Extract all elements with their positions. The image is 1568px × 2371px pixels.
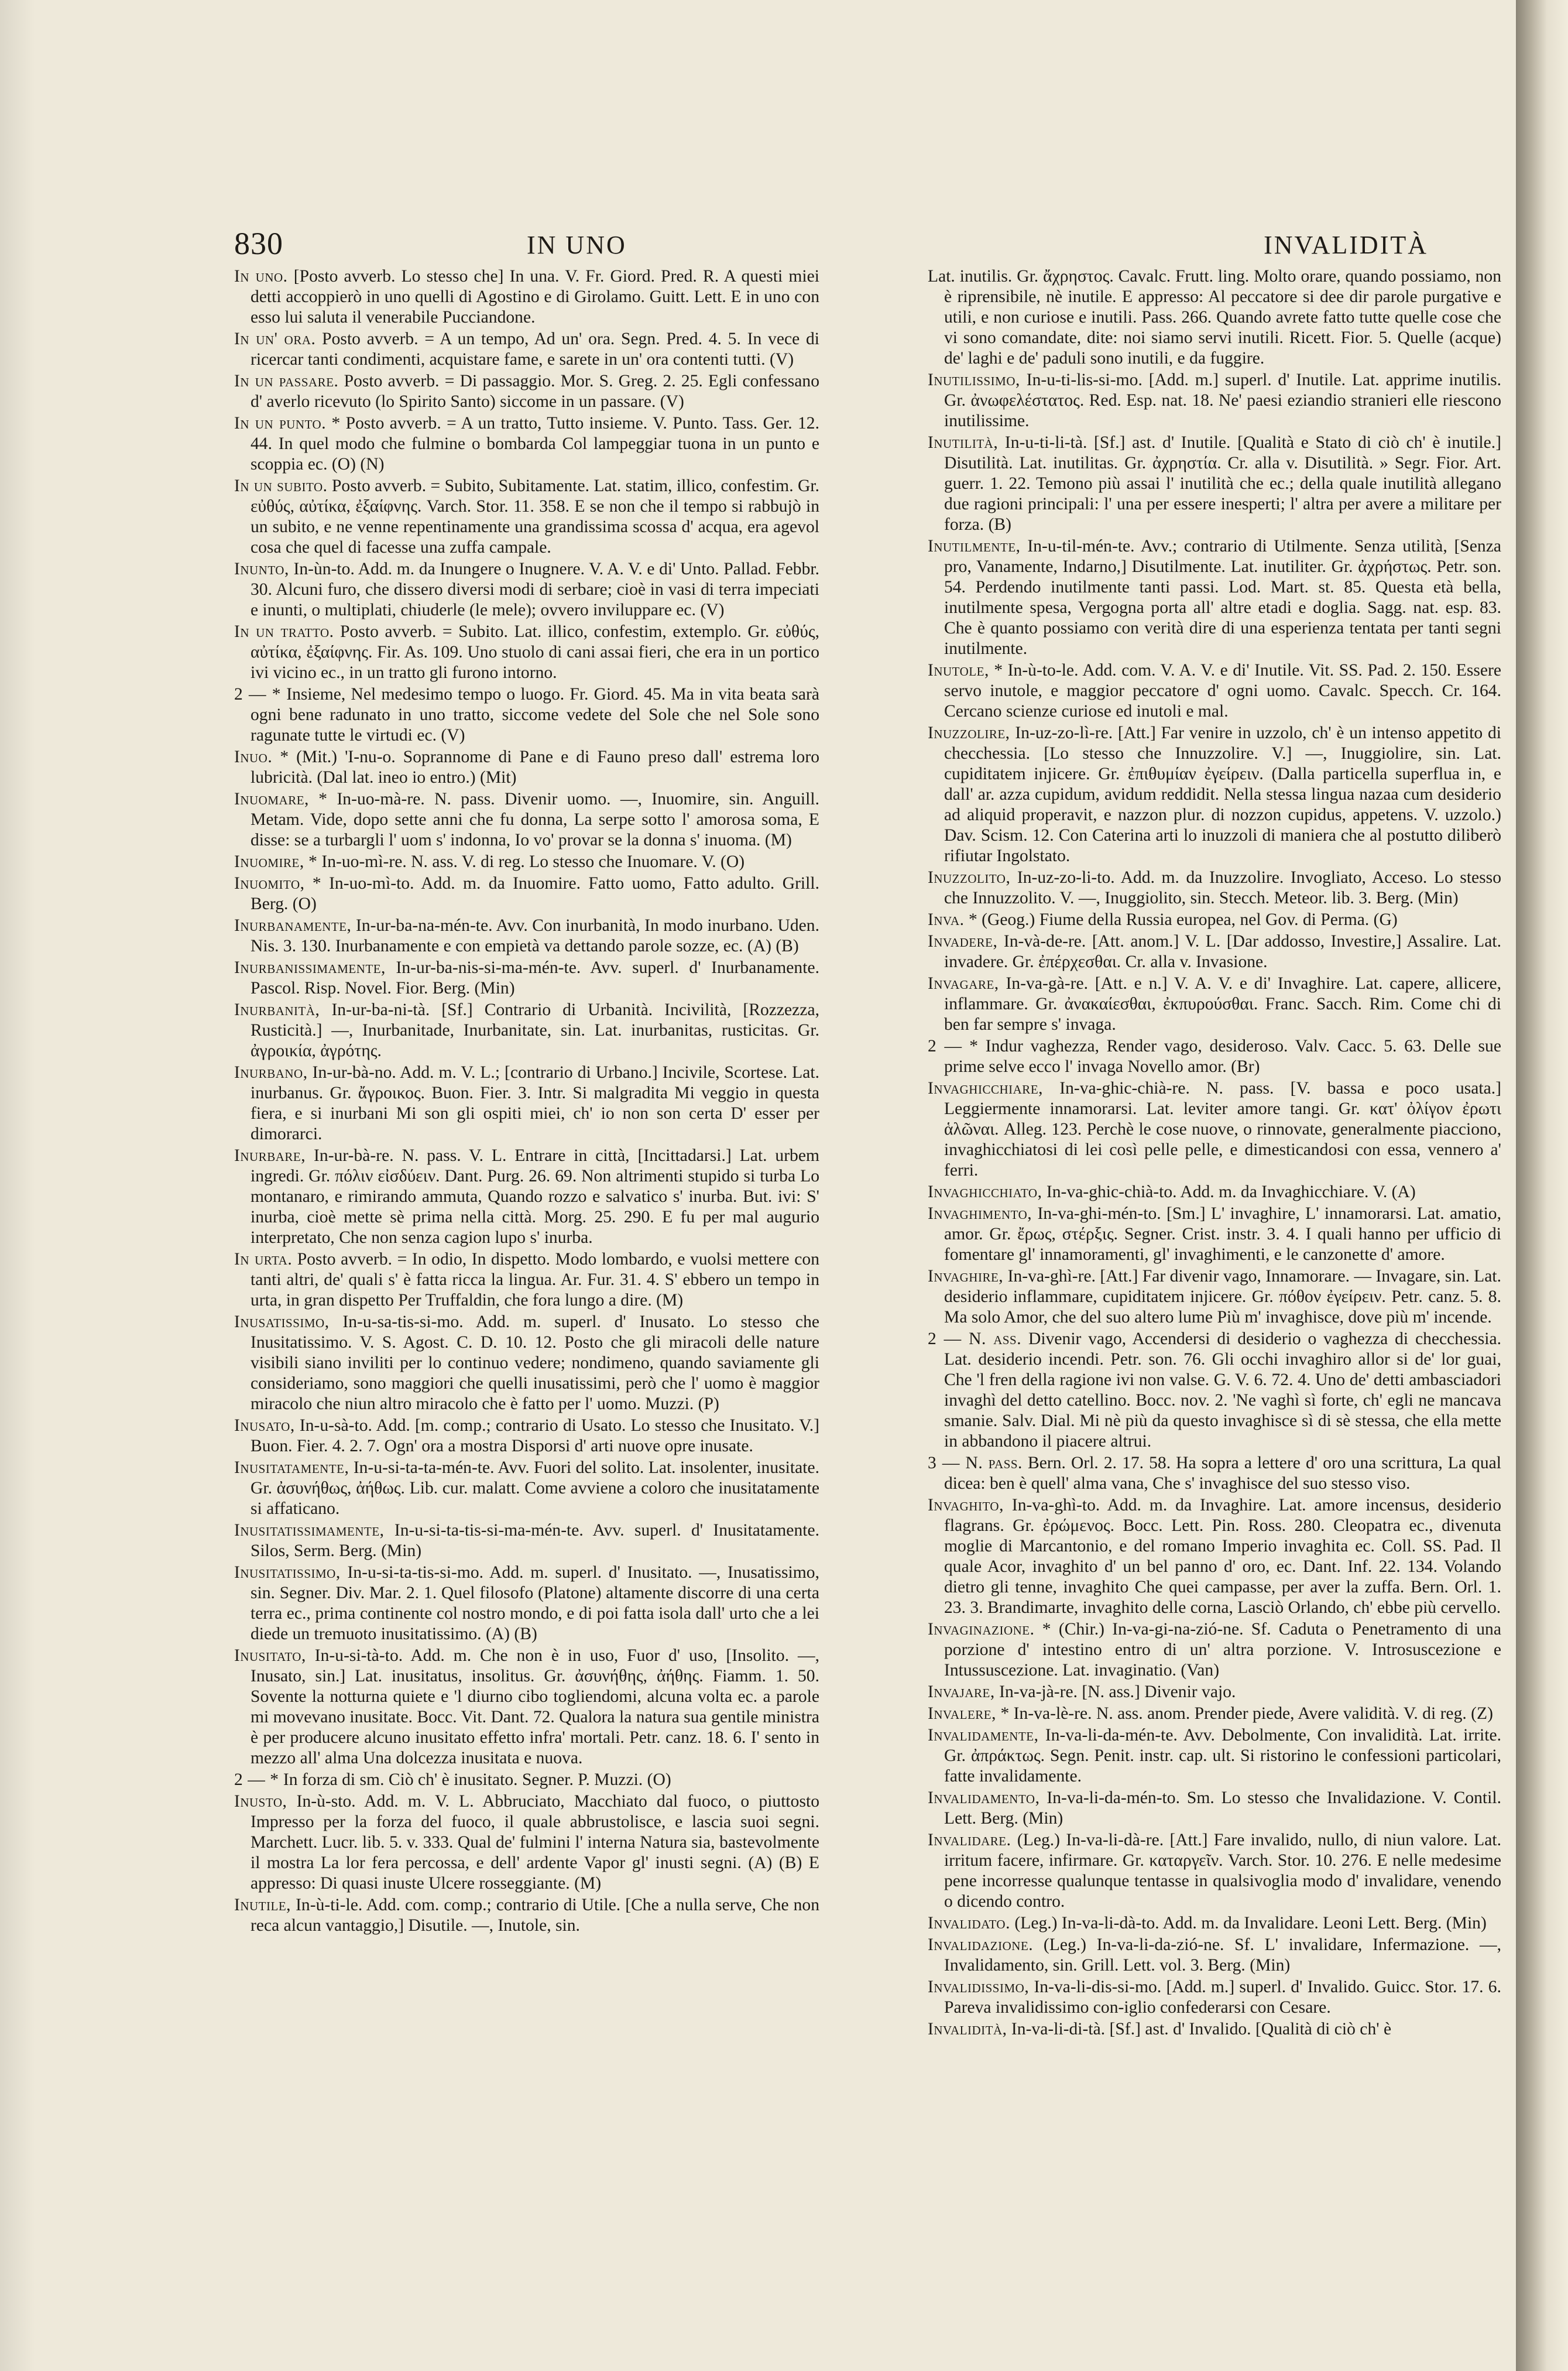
- dictionary-entry: [928, 1977, 1501, 2018]
- page-number: 830: [234, 226, 283, 261]
- entry-text: In-u-ti-li-tà. [Sf.] ast. d' Inutile. [Qualità e Stato di ciò ch' è inutile.] Disutilità. Lat. inutilitas. Gr. ἀχρηστία. Cr. alla v. Disutilità. » Segr. Fior. Art. guerr. 1. 22. Temono più assai l' inutilità che ec.; della quale inutilità allegano due ragioni principali: l' una per essere inesperti; l' altra per avere a militare per forza. (B): [944, 433, 1502, 534]
- entry-headword: Inurbano,: [234, 1063, 308, 1082]
- dictionary-entry: [928, 1266, 1501, 1328]
- next-page-edge: [1516, 0, 1568, 2371]
- entry-text: [Posto avverb. Lo stesso che] In una. V. Fr. Giord. Pred. R. A questi miei detti accoppierò in uno quelli di Agostino e di Girolamo. Guitt. Lett. E in uno con esso lui saluta il venerabile Pucciandone.: [251, 267, 819, 327]
- entry-headword: Invaghire,: [928, 1267, 1004, 1286]
- header-last-word: INVALIDITÀ: [1264, 231, 1428, 259]
- entry-text: Posto avverb. = In odio, In dispetto. Modo lombardo, e vuolsi mettere con tanti altri, de' quali s' è fatta ricca la lingua. Ar. Fur. 31. 4. S' ebbero un tempo in urta, in gran dispetto Per Truffaldin, che fora lungo a dire. (M): [251, 1250, 819, 1310]
- dictionary-entry: [928, 433, 1501, 535]
- header-first-word: IN UNO: [527, 231, 627, 259]
- entry-headword: Inutilità,: [928, 433, 999, 452]
- entry-text: In-u-ti-lis-si-mo. [Add. m.] superl. d' Inutile. Lat. apprime inutilis. Gr. ἀνωφελέστατος. Red. Esp. nat. 18. Ne' paesi eziandio stranieri elle riescono inutilissime.: [944, 371, 1501, 430]
- entry-text: In-u-si-ta-ta-mén-te. Avv. Fuori del solito. Lat. insolenter, inusitate. Gr. ἀσυνήθως, ἀήθως. Lib. cur. malatt. Come avviene a coloro che inusitatamente si affaticano.: [251, 1458, 819, 1518]
- entry-headword: Invalidare.: [928, 1831, 1011, 1849]
- entry-text: In-và-de-re. [Att. anom.] V. L. [Dar addosso, Investire,] Assalire. Lat. invadere. Gr. ἐπέρχεσθαι. Cr. alla v. Invasione.: [944, 932, 1501, 971]
- entry-text: Bern. Orl. 2. 17. 58. Ha sopra a lettere d' oro una scrittura, La qual dicea: ben è quell' alma vana, Che s' invaghisce del suo stesso viso.: [944, 1454, 1501, 1493]
- dictionary-entry: [234, 1312, 819, 1414]
- entry-headword: Inuomire,: [234, 852, 304, 871]
- entry-headword: Inutilissimo,: [928, 371, 1020, 389]
- dictionary-entry: [234, 1249, 819, 1311]
- entry-text: In-u-til-mén-te. Avv.; contrario di Utilmente. Senza utilità, [Senza pro, Vanamente, Indarno,] Disutilmente. Lat. inutiliter. Gr. ἀχρήστως. Petr. son. 54. Perdendo inutilmente tanti passi. Lod. Mart. st. 85. Questa età bella, inutilmente spesa, Vergogna porta all' altre etadi e doglia. Sagg. nat. esp. 83. Che è quanto possiamo con verità dire di una esperienza tentata per tanti segni inutilmente.: [944, 537, 1502, 658]
- entry-text: In-uz-zo-li-to. Add. m. da Inuzzolire. Invogliato, Acceso. Lo stesso che Innuzzolito. V. —, Inuggiolito, sin. Stecch. Meteor. lib. 3. Berg. (Min): [944, 868, 1502, 907]
- entry-headword: Inurbanamente,: [234, 916, 352, 935]
- dictionary-entry: [928, 1830, 1501, 1912]
- dictionary-entry: [234, 1458, 819, 1519]
- entry-text: Posto avverb. = Di passaggio. Mor. S. Greg. 2. 25. Egli confessano d' averlo ricevuto (lo Spirito Santo) siccome in un passare. (V): [251, 372, 819, 411]
- entry-text: * Posto avverb. = A un tratto, Tutto insieme. V. Punto. Tass. Ger. 12. 44. In quel modo che fulmine o bombarda Col lampeggiar tuona in un punto e scoppia ec. (O) (N): [251, 414, 819, 474]
- entry-text: * (Geog.) Fiume della Russia europea, nel Gov. di Perma. (G): [968, 910, 1398, 929]
- entry-headword: Inusitatamente,: [234, 1458, 349, 1477]
- dictionary-entry: [928, 536, 1501, 659]
- entry-text: * (Mit.) 'I-nu-o. Soprannome di Pane e di Fauno preso dall' estrema loro lubricità. (Dal lat. ineo io entro.) (Mit): [251, 748, 819, 787]
- dictionary-entry: [234, 1416, 819, 1457]
- entry-headword: Inurbanità,: [234, 1001, 320, 1019]
- entry-text: In-u-sa-tis-si-mo. Add. m. superl. d' Inusato. Lo stesso che Inusitatissimo. V. S. Agost. C. D. 10. 12. Posto che gli miracoli delle nature visibili siano inviliti per lo continuo vedere; nondimeno, quando saviamente gli consideriamo, sono maggiori che quelli inusatissimi, però che l' uomo è maggior miracolo che niun altro miracolo che è fatto per l' uomo. Muzzi. (P): [251, 1313, 820, 1413]
- entry-headword: In un tratto.: [234, 622, 334, 641]
- dictionary-entry: [928, 1182, 1501, 1202]
- entry-text: (Leg.) In-va-li-da-zió-ne. Sf. L' invalidare, Infermazione. —, Invalidamento, sin. Grill. Lett. vol. 3. Berg. (Min): [944, 1935, 1501, 1975]
- dictionary-entry: [928, 723, 1501, 866]
- entry-text: In-u-si-ta-tis-si-ma-mén-te. Avv. superl. d' Inusitatamente. Silos, Serm. Berg. (Min): [251, 1521, 819, 1560]
- dictionary-entry: [234, 622, 819, 683]
- dictionary-entry: [928, 1495, 1501, 1618]
- dictionary-entry: [234, 1063, 819, 1145]
- entry-text: * In-uo-mì-re. N. ass. V. di reg. Lo stesso che Inuomare. V. (O): [308, 852, 745, 871]
- entry-text: In-ù-sto. Add. m. V. L. Abbruciato, Macchiato dal fuoco, o piuttosto Impresso per la forza del fuoco, il quale abbrustolisce, e lascia suoi segni. Marchett. Lucr. lib. 5. v. 333. Qual de' fulmini l' interna Natura sia, bastevolmente il mostra La lor fera percossa, e dell' ardente Vapor gl' inusti segni. (A) (B) E appresso: Di quasi inuste Ulcere rosseggiante. (M): [251, 1792, 819, 1893]
- dictionary-entry: [928, 1935, 1501, 1976]
- entry-headword: In un passare.: [234, 372, 339, 390]
- entry-text: (Leg.) In-va-li-dà-re. [Att.] Fare invalido, nullo, di niun valore. Lat. irritum facere, infirmare. Gr. καταργεῖν. Varch. Stor. 10. 276. E nelle medesime pene incorresse qualunque tentasse in qualsivoglia modo d' invalidare, venendo o dicendo contro.: [944, 1831, 1502, 1911]
- entry-headword: Inuzzolito,: [928, 868, 1011, 887]
- left-column: [234, 266, 819, 1937]
- dictionary-entry: [234, 789, 819, 851]
- entry-headword: Inutile,: [234, 1896, 291, 1914]
- dictionary-entry: [234, 958, 819, 999]
- dictionary-entry: [234, 329, 819, 370]
- entry-headword: Inurbare,: [234, 1146, 306, 1165]
- dictionary-entry: [928, 1329, 1501, 1452]
- entry-text: In-u-si-tà-to. Add. m. Che non è in uso, Fuor d' uso, [Insolito. —, Inusato, sin.] Lat. inusitatus, insolitus. Gr. ἀσυνήθης, ἀήθης. Fiamm. 1. 50. Sovente la notturna quiete e 'l diurno cibo togliendomi, alcuna volta ec. a parole mi movevano inusitate. Bocc. Vit. Dant. 72. Qualora la natura sua gentile ministra è per producere alcuno inusitato effetto infra' mortali. Petr. canz. 18. 6. I' sento in mezzo all' alma Una dolcezza inusitata e nuova.: [251, 1646, 819, 1767]
- dictionary-entry: [928, 868, 1501, 909]
- dictionary-entry: [928, 1204, 1501, 1265]
- entry-headword: Invaghimento,: [928, 1204, 1032, 1223]
- entry-text: In-ur-bà-no. Add. m. V. L.; [contrario di Urbano.] Incivile, Scortese. Lat. inurbanus. Gr. ἄγροικος. Buon. Fier. 3. Intr. Si malgradita Mi veggio in questa fiera, e si inurbani Mi son gli ospiti miei, ch' io non son certa D' esser per dimorarci.: [251, 1063, 819, 1143]
- entry-headword: Inuomare,: [234, 790, 309, 808]
- dictionary-entry: [234, 266, 819, 328]
- entry-headword: In urta.: [234, 1250, 293, 1269]
- entry-text: In-va-gà-re. [Att. e n.] V. A. V. e di' Invaghire. Lat. capere, allicere, inflammare. Gr. ἀνακαίεσθαι, ἐκπυρούσθαι. Franc. Sacch. Rim. Come chi di ben far sempre s' invaga.: [944, 974, 1502, 1034]
- entry-headword: Invalere,: [928, 1704, 997, 1723]
- entry-headword: 3 — N. pass.: [928, 1454, 1023, 1472]
- entry-headword: Inusatissimo,: [234, 1313, 330, 1331]
- dictionary-entry: [234, 1146, 819, 1248]
- dictionary-entry: [234, 852, 819, 872]
- entry-headword: Invalidamento,: [928, 1788, 1040, 1807]
- dictionary-entry: [234, 873, 819, 914]
- entry-text: * In-uo-mà-re. N. pass. Divenir uomo. —, Inuomire, sin. Anguill. Metam. Vide, dopo sette anni che fu donna, La serpe sotto l' amorosa soma, E disse: se a turbargli l' uom s' indonna, Io vo' provar se la donna s' inuoma. (M): [251, 790, 819, 849]
- entry-headword: Inusitatissimamente,: [234, 1521, 385, 1540]
- entry-headword: Invajare,: [928, 1683, 995, 1701]
- entry-headword: 2 — *: [234, 1770, 279, 1789]
- entry-text: Insieme, Nel medesimo tempo o luogo. Fr. Giord. 45. Ma in vita beata sarà ogni bene radunato in uno tratto, siccome vedete del Sole che nel Sole sono ragunate tutte le virtudi ec. (V): [251, 685, 820, 745]
- entry-headword: Inusitato,: [234, 1646, 306, 1665]
- entry-headword: Inuomito,: [234, 874, 305, 893]
- dictionary-entry: [234, 1895, 819, 1936]
- entry-text: In-va-li-di-tà. [Sf.] ast. d' Invalido. [Qualità di ciò ch' è: [1011, 2020, 1392, 2038]
- dictionary-entry: [928, 1704, 1501, 1724]
- entry-headword: Inunto,: [234, 560, 289, 578]
- entry-headword: Inutilmente,: [928, 537, 1021, 556]
- dictionary-entry: [928, 910, 1501, 930]
- dictionary-entry: [928, 1682, 1501, 1702]
- entry-headword: Invaghito,: [928, 1496, 1004, 1515]
- entry-headword: Inurbanissimamente,: [234, 958, 386, 977]
- dictionary-entry: [928, 1619, 1501, 1681]
- entry-text: Lat. inutilis. Gr. ἄχρηστος. Cavalc. Frutt. ling. Molto orare, quando possiamo, non è riprensibile, nè inutile. E appresso: Al peccatore si dee dir parole purgative e utili, e non curiose e inutili. Pass. 266. Quando avrete fatto tutte quelle cose che vi sono comandate, dite: noi siamo servi inutili. Ricett. Fior. 5. Quelle (acque) de' laghi e de' paduli sono inutili, e da fuggire.: [928, 267, 1501, 368]
- entry-text: In-va-ghi-mén-to. [Sm.] L' invaghire, L' innamorarsi. Lat. amatio, amor. Gr. ἔρως, στέρξις. Segner. Crist. instr. 3. 4. I quali hanno per ufficio di fomentare gl' innamoramenti, gl' invaghimenti, e le canzonette d' amore.: [944, 1204, 1501, 1264]
- dictionary-entry: [928, 1725, 1501, 1787]
- entry-text: In-ùn-to. Add. m. da Inungere o Inugnere. V. A. V. e di' Unto. Pallad. Febbr. 30. Alcuni furo, che dissero diversi modi di serbare; cioè in vasi di terra impeciati e inunti, o multiplati, chiuderle (le mele); ovvero inviluppare ec. (V): [251, 560, 819, 619]
- dictionary-entry: [928, 266, 1501, 369]
- dictionary-entry: [234, 1791, 819, 1894]
- entry-text: In-va-ghic-chià-re. N. pass. [V. bassa e poco usata.] Leggiermente innamorarsi. Lat. leviter amore tangi. Gr. κατ' ὀλίγον ἐρωτι ἁλῶναι. Alleg. 123. Perchè le cose nuove, o rinnovate, generalmente piacciono, invaghicchiatosi di lei così pelle pelle, e dimesticandosi con essa, vennero a' ferri.: [944, 1079, 1501, 1180]
- entry-headword: Inusto,: [234, 1792, 287, 1811]
- entry-text: (Leg.) In-va-li-dà-to. Add. m. da Invalidare. Leoni Lett. Berg. (Min): [1014, 1914, 1487, 1933]
- entry-text: In-va-ghic-chià-to. Add. m. da Invaghicchiare. V. (A): [1046, 1183, 1416, 1201]
- dictionary-entry: [234, 476, 819, 558]
- entry-headword: Invagare,: [928, 974, 999, 993]
- dictionary-entry: [234, 371, 819, 412]
- entry-text: In-u-si-ta-tis-si-mo. Add. m. superl. d' Inusitato. —, Inusatissimo, sin. Segner. Div. Mar. 2. 1. Quel filosofo (Platone) altamente discorre di una certa terra ec., prima continente col nostro mondo, e di poi fatta isola dall' urto che a lei diede un tremuoto inusitatissimo. (A) (B): [251, 1563, 819, 1643]
- entry-text: Posto avverb. = A un tempo, Ad un' ora. Segn. Pred. 4. 5. In vece di ricercar tanti condimenti, acquistare fame, e sarete in un' ora contenti tutti. (V): [251, 330, 819, 369]
- entry-headword: Invadere,: [928, 932, 998, 951]
- dictionary-entry: [928, 1788, 1501, 1829]
- entry-headword: Invalidissimo,: [928, 1978, 1030, 1996]
- dictionary-entry: [928, 2019, 1501, 2040]
- entry-text: Posto avverb. = Subito, Subitamente. Lat. statim, illico, confestim. Gr. εὐθύς, αὐτίκα, ἐξαίφνης. Varch. Stor. 11. 358. E se non che il tempo si rabbujò in un subito, e ne venne repentinamente una grandissima scossa d' acqua, era agevol cosa che quel di facesse una zuffa campale.: [251, 477, 819, 557]
- entry-headword: Invaginazione.: [928, 1620, 1035, 1639]
- entry-headword: In un punto.: [234, 414, 327, 433]
- entry-headword: Invalidazione.: [928, 1935, 1034, 1954]
- dictionary-entry: [234, 684, 819, 746]
- entry-headword: Inutole,: [928, 661, 989, 680]
- entry-headword: Invaghicchiato,: [928, 1183, 1042, 1201]
- running-header: [234, 225, 1428, 261]
- entry-text: * In-uo-mì-to. Add. m. da Inuomire. Fatto uomo, Fatto adulto. Grill. Berg. (O): [251, 874, 819, 913]
- entry-text: In-ur-ba-na-mén-te. Avv. Con inurbanità, In modo inurbano. Uden. Nis. 3. 130. Inurbanamente e con empietà va dettando parole sozze, ec. (A) (B): [251, 916, 819, 955]
- entry-text: In-u-sà-to. Add. [m. comp.; contrario di Usato. Lo stesso che Inusitato. V.] Buon. Fier. 4. 2. 7. Ogn' ora a mostra Disporsi d' arti nuove opre inusate.: [251, 1416, 819, 1455]
- entry-text: In-va-jà-re. [N. ass.] Divenir vajo.: [999, 1683, 1236, 1701]
- dictionary-entry: [928, 660, 1501, 722]
- entry-text: In-va-li-da-mén-te. Avv. Debolmente, Con invalidità. Lat. irrite. Gr. ἀπράκτως. Segn. Penit. instr. cap. ult. Si ristorino le confessioni particolari, fatte invalidamente.: [944, 1726, 1502, 1786]
- entry-text: Divenir vago, Accendersi di desiderio o vaghezza di checchessia. Lat. desiderio incendi. Petr. son. 76. Gli occhi invaghiro allor si de' lor guai, Che 'l fren della ragione ivi non valse. G. V. 6. 72. 4. Uno de' detti ambasciadori invaghì del detto catellino. Bocc. nov. 2. 'Ne vaghì sì forte, ch' egli ne mancava smanie. Salv. Dial. Mi nè più da questo invaghisce sì di sè stessa, che ella mette in abbandono il piacere altrui.: [944, 1330, 1502, 1451]
- dictionary-entry: [234, 1520, 819, 1561]
- dictionary-entry: [234, 916, 819, 957]
- entry-headword: Inuzzolire,: [928, 724, 1010, 742]
- dictionary-entry: [928, 931, 1501, 972]
- entry-headword: Inusitatissimo,: [234, 1563, 341, 1582]
- entry-headword: In un subito.: [234, 477, 328, 495]
- right-column: [928, 266, 1501, 2041]
- entry-headword: In uno.: [234, 267, 288, 286]
- entry-text: In-uz-zo-lì-re. [Att.] Far venire in uzzolo, ch' è un intenso appetito di checchessia. [Lo stesso che Innuzzolire. V.] —, Inuggiolire, sin. Lat. cupiditatem injicere. Gr. ἐπιθυμίαν ἐγείρειν. (Dalla particella superflua in, e dall' ar. azza cupidum, avidum reddidit. Nella stessa lingua nazaa cum desiderio ad aliquid properavit, e nazzon plur. di nozzon cupidus, appetens. V. uzzolo.) Dav. Scism. 12. Con Caterina arti lo inuzzoli di maniera che al postutto diliberò rifiutar Ingolstato.: [944, 724, 1502, 865]
- entry-text: In-va-ghì-to. Add. m. da Invaghire. Lat. amore incensus, desiderio flagrans. Gr. ἐρώμενος. Bocc. Lett. Pin. Ross. 280. Cleopatra ec., divenuta moglie di Marcantonio, e del romano Imperio invaghita ec. Coll. SS. Pad. Il quale Acor, invaghito d' un bel panno d' oro, ec. Dant. Inf. 22. 134. Volando dietro gli tenne, invaghito Che quei campasse, per aver la zuffa. Bern. Orl. 1. 23. 3. Brandimarte, invaghito delle corna, Lasciò Orlando, ch' ebbe più cervello.: [944, 1496, 1501, 1617]
- dictionary-entry: [928, 1036, 1501, 1077]
- entry-text: In-va-ghì-re. [Att.] Far divenir vago, Innamorare. — Invagare, sin. Lat. desiderio inflammare, cupiditatem injicere. Gr. πόθον ἐγείρειν. Petr. canz. 5. 8. Ma solo Amor, che del suo altero lume Più m' invaghisce, dove più m' incende.: [944, 1267, 1501, 1327]
- entry-text: In forza di sm. Ciò ch' è inusitato. Segner. P. Muzzi. (O): [283, 1770, 671, 1789]
- entry-headword: 2 — N. ass.: [928, 1330, 1022, 1348]
- entry-headword: In un' ora.: [234, 330, 316, 348]
- dictionary-entry: [234, 1770, 819, 1790]
- entry-headword: Invalidato.: [928, 1914, 1010, 1933]
- entry-text: In-va-li-da-mén-to. Sm. Lo stesso che Invalidazione. V. Contil. Lett. Berg. (Min): [944, 1788, 1501, 1828]
- dictionary-entry: [234, 747, 819, 788]
- entry-text: In-ù-ti-le. Add. com. comp.; contrario di Utile. [Che a nulla serve, Che non reca alcun vantaggio,] Disutile. —, Inutole, sin.: [251, 1896, 819, 1935]
- entry-headword: Invaghicchiare,: [928, 1079, 1044, 1098]
- dictionary-entry: [928, 1078, 1501, 1181]
- entry-text: * In-ù-to-le. Add. com. V. A. V. e di' Inutile. Vit. SS. Pad. 2. 150. Essere servo inutole, e maggior peccatore d' ogni uomo. Cavalc. Specch. Cr. 164. Cercano scienze curiose ed inutoli e mal.: [944, 661, 1501, 721]
- entry-text: * (Chir.) In-va-gi-na-zió-ne. Sf. Caduta o Penetramento di una porzione d' intestino entro di un' altra porzione. V. Introsuscezione e Intussuscezione. Lat. invaginatio. (Van): [944, 1620, 1501, 1680]
- entry-headword: Inva.: [928, 910, 965, 929]
- dictionary-entry: [234, 1563, 819, 1644]
- entry-headword: Invalidamente,: [928, 1726, 1039, 1745]
- entry-headword: 2 — *: [234, 685, 282, 704]
- entry-text: Posto avverb. = Subito. Lat. illico, confestim, extemplo. Gr. εὐθύς, αὐτίκα, ἐξαίφνης. Fir. As. 109. Uno stuolo di cani assai fieri, che era in un portico ivi vicino ec., in un tratto gli furono intorno.: [251, 622, 819, 682]
- entry-text: * In-va-lè-re. N. ass. anom. Prender piede, Avere validità. V. di reg. (Z): [1000, 1704, 1493, 1723]
- entry-headword: 2 —: [928, 1037, 962, 1056]
- entry-headword: Inuo.: [234, 748, 273, 766]
- dictionary-entry: [928, 1453, 1501, 1494]
- dictionary-entry: [234, 1646, 819, 1769]
- dictionary-entry: [928, 974, 1501, 1035]
- entry-text: In-ur-ba-ni-tà. [Sf.] Contrario di Urbanità. Incivilità, [Rozzezza, Rusticità.] —, Inurbanitade, Inurbanitate, sin. Lat. inurbanitas, rusticitas. Gr. ἀγροικία, ἀγρότης.: [251, 1001, 819, 1060]
- entry-text: In-ur-bà-re. N. pass. V. L. Entrare in città, [Incittadarsi.] Lat. urbem ingredi. Gr. πόλιν εἰσδύειν. Dant. Purg. 26. 69. Non altrimenti stupido si turba Lo montanaro, e rimirando ammuta, Quando rozzo e salvatico s' inurba. But. ivi: S' inurba, cioè mette sè prima nella città. Morg. 25. 290. E fu per mal augurio interpretato, Che non senza cagion lupo s' inurba.: [251, 1146, 820, 1247]
- entry-text: In-va-li-dis-si-mo. [Add. m.] superl. d' Invalido. Guicc. Stor. 17. 6. Pareva invalidissimo con-iglio confederarsi con Cesare.: [944, 1978, 1501, 2017]
- dictionary-entry: [928, 1913, 1501, 1934]
- dictionary-entry: [234, 1000, 819, 1061]
- entry-text: In-ur-ba-nis-si-ma-mén-te. Avv. superl. d' Inurbanamente. Pascol. Risp. Novel. Fior. Berg. (Min): [251, 958, 819, 998]
- gutter-shadow: [0, 0, 35, 2371]
- entry-headword: Inusato,: [234, 1416, 295, 1435]
- entry-text: * Indur vaghezza, Render vago, desideroso. Valv. Cacc. 5. 63. Delle sue prime selve ecco l' invaga Novello amor. (Br): [944, 1037, 1501, 1076]
- dictionary-entry: [234, 413, 819, 475]
- dictionary-entry: [928, 370, 1501, 431]
- dictionary-entry: [234, 559, 819, 621]
- entry-headword: Invalidità,: [928, 2020, 1007, 2038]
